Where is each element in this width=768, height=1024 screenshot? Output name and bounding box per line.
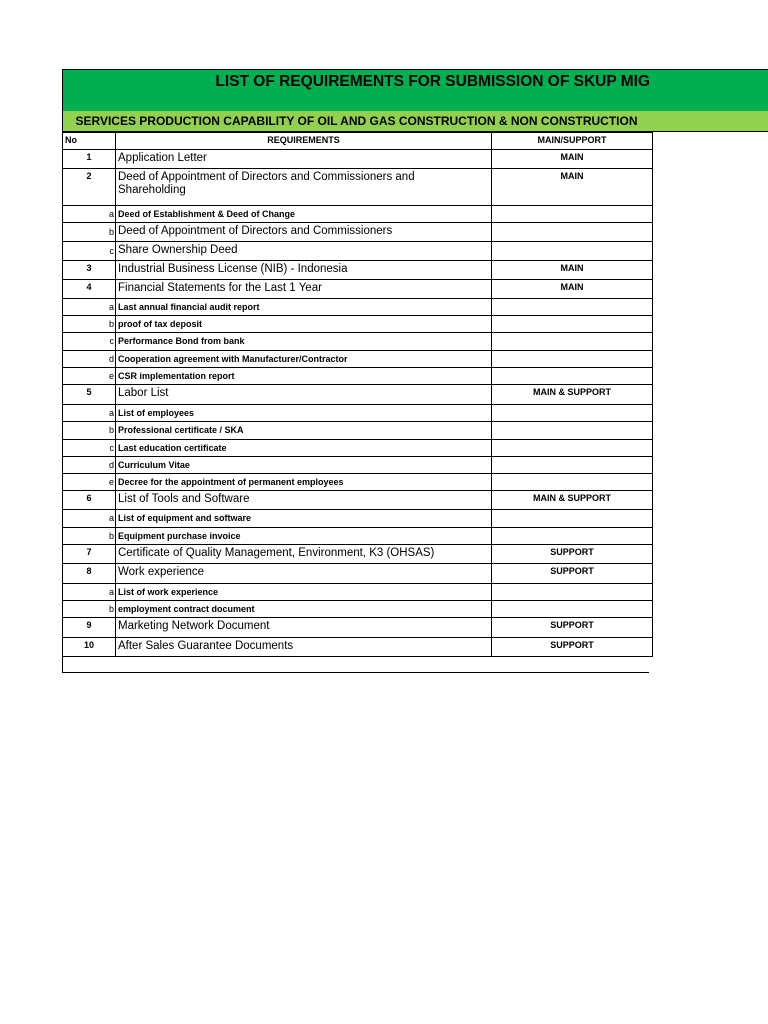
main-support-cell bbox=[492, 440, 653, 457]
row-letter: b bbox=[108, 319, 114, 329]
requirement-text: proof of tax deposit bbox=[118, 319, 202, 329]
table-row bbox=[63, 280, 653, 299]
row-number-cell bbox=[63, 545, 116, 564]
main-support-value: MAIN & SUPPORT bbox=[532, 387, 611, 397]
table-row bbox=[63, 638, 653, 657]
sheet-title: LIST OF REQUIREMENTS FOR SUBMISSION OF SKUP MIG bbox=[215, 73, 650, 90]
main-support-cell bbox=[492, 422, 653, 440]
table-header-row bbox=[63, 133, 653, 150]
header-requirements: REQUIREMENTS bbox=[116, 133, 492, 150]
main-support-value: MAIN & SUPPORT bbox=[532, 493, 611, 503]
row-number-cell bbox=[63, 510, 116, 528]
table-row bbox=[63, 261, 653, 280]
requirement-text: Deed of Establishment & Deed of Change bbox=[118, 209, 296, 219]
main-support-value: MAIN bbox=[560, 263, 584, 273]
row-letter: b bbox=[108, 531, 114, 541]
requirement-text: List of Tools and Software bbox=[118, 493, 250, 505]
requirement-text: Professional certificate / SKA bbox=[118, 425, 244, 435]
requirement-text: Cooperation agreement with Manufacturer/Contractor bbox=[118, 354, 348, 364]
requirement-cell bbox=[116, 545, 492, 564]
requirement-text: Last education certificate bbox=[118, 443, 227, 453]
row-letter: a bbox=[108, 513, 114, 523]
main-support-cell bbox=[492, 474, 653, 491]
requirement-text: Deed of Appointment of Directors and Commissioners and Shareholding bbox=[118, 171, 415, 196]
row-number: 3 bbox=[86, 263, 92, 273]
table-row bbox=[63, 564, 653, 584]
requirement-text: Performance Bond from bank bbox=[118, 336, 245, 346]
table-row bbox=[63, 351, 653, 368]
main-support-cell bbox=[492, 510, 653, 528]
main-support-cell bbox=[492, 280, 653, 299]
table-bottom-border bbox=[62, 657, 649, 673]
row-number-cell bbox=[63, 491, 116, 510]
row-letter: a bbox=[108, 302, 114, 312]
table-row bbox=[63, 474, 653, 491]
requirement-cell bbox=[116, 422, 492, 440]
row-letter: d bbox=[108, 460, 114, 470]
requirement-cell bbox=[116, 474, 492, 491]
row-number-cell bbox=[63, 457, 116, 474]
requirement-cell bbox=[116, 385, 492, 405]
requirement-cell bbox=[116, 299, 492, 316]
main-support-cell bbox=[492, 491, 653, 510]
row-letter: a bbox=[108, 587, 114, 597]
row-number: 6 bbox=[86, 493, 92, 503]
table-row bbox=[63, 584, 653, 601]
requirement-cell bbox=[116, 333, 492, 351]
requirement-cell bbox=[116, 223, 492, 242]
row-letter: a bbox=[108, 209, 114, 219]
row-letter: b bbox=[108, 425, 114, 435]
table-row bbox=[63, 528, 653, 545]
table-row bbox=[63, 618, 653, 638]
row-number-cell bbox=[63, 405, 116, 422]
main-support-cell bbox=[492, 261, 653, 280]
main-support-cell bbox=[492, 223, 653, 242]
table-row bbox=[63, 316, 653, 333]
row-letter: b bbox=[108, 604, 114, 614]
requirement-text: Work experience bbox=[118, 566, 205, 578]
requirement-text: Labor List bbox=[118, 387, 169, 399]
table-row bbox=[63, 510, 653, 528]
requirement-text: Equipment purchase invoice bbox=[118, 531, 241, 541]
row-number-cell bbox=[63, 618, 116, 638]
requirement-cell bbox=[116, 564, 492, 584]
main-support-cell bbox=[492, 601, 653, 618]
main-support-cell bbox=[492, 528, 653, 545]
table-row bbox=[63, 223, 653, 242]
table-row bbox=[63, 440, 653, 457]
table-row bbox=[63, 206, 653, 223]
requirement-text: CSR implementation report bbox=[118, 371, 235, 381]
main-support-value: MAIN bbox=[560, 171, 584, 181]
row-letter: c bbox=[109, 443, 114, 453]
table-row bbox=[63, 150, 653, 169]
main-support-cell bbox=[492, 150, 653, 169]
header-no: No bbox=[63, 133, 116, 150]
main-support-value: SUPPORT bbox=[550, 547, 594, 557]
requirement-text: Last annual financial audit report bbox=[118, 302, 260, 312]
requirement-cell bbox=[116, 261, 492, 280]
row-number-cell bbox=[63, 385, 116, 405]
requirement-cell bbox=[116, 491, 492, 510]
main-support-cell bbox=[492, 351, 653, 368]
row-letter: e bbox=[108, 477, 114, 487]
requirement-cell bbox=[116, 242, 492, 261]
requirement-cell bbox=[116, 316, 492, 333]
row-number-cell bbox=[63, 422, 116, 440]
requirement-text: Curriculum Vitae bbox=[118, 460, 190, 470]
row-number-cell bbox=[63, 564, 116, 584]
row-number-cell bbox=[63, 368, 116, 385]
requirement-cell bbox=[116, 618, 492, 638]
requirements-table bbox=[62, 132, 653, 657]
row-number-cell bbox=[63, 638, 116, 657]
title-band bbox=[62, 69, 768, 111]
row-number: 8 bbox=[86, 566, 92, 576]
main-support-cell bbox=[492, 618, 653, 638]
requirement-text: Certificate of Quality Management, Environment, K3 (OHSAS) bbox=[118, 547, 435, 559]
table-row bbox=[63, 405, 653, 422]
row-number-cell bbox=[63, 280, 116, 299]
row-letter: c bbox=[109, 336, 114, 346]
table-row bbox=[63, 169, 653, 206]
requirement-cell bbox=[116, 601, 492, 618]
header-main-support: MAIN/SUPPORT bbox=[492, 133, 653, 150]
row-number-cell bbox=[63, 150, 116, 169]
requirement-text: Decree for the appointment of permanent employees bbox=[118, 477, 344, 487]
row-number-cell bbox=[63, 316, 116, 333]
table-row bbox=[63, 545, 653, 564]
main-support-cell bbox=[492, 299, 653, 316]
main-support-value: SUPPORT bbox=[550, 566, 594, 576]
requirement-text: List of work experience bbox=[118, 587, 219, 597]
table-row bbox=[63, 242, 653, 261]
row-number-cell bbox=[63, 601, 116, 618]
table-row bbox=[63, 491, 653, 510]
row-number-cell bbox=[63, 206, 116, 223]
main-support-value: MAIN bbox=[560, 282, 584, 292]
table-row bbox=[63, 299, 653, 316]
row-number-cell bbox=[63, 474, 116, 491]
main-support-value: MAIN bbox=[560, 152, 584, 162]
row-number: 9 bbox=[86, 620, 92, 630]
row-number: 2 bbox=[86, 171, 92, 181]
requirement-text: After Sales Guarantee Documents bbox=[118, 640, 294, 652]
row-number-cell bbox=[63, 169, 116, 206]
main-support-cell bbox=[492, 584, 653, 601]
table-row bbox=[63, 601, 653, 618]
requirement-text: List of equipment and software bbox=[118, 513, 252, 523]
requirement-cell bbox=[116, 405, 492, 422]
requirement-cell bbox=[116, 280, 492, 299]
requirement-text: Application Letter bbox=[118, 152, 207, 164]
main-support-cell bbox=[492, 169, 653, 206]
table-row bbox=[63, 457, 653, 474]
requirement-cell bbox=[116, 584, 492, 601]
table-row bbox=[63, 368, 653, 385]
row-number-cell bbox=[63, 584, 116, 601]
row-number: 7 bbox=[86, 547, 92, 557]
main-support-cell bbox=[492, 368, 653, 385]
row-number-cell bbox=[63, 333, 116, 351]
requirement-text: employment contract document bbox=[118, 604, 255, 614]
requirement-cell bbox=[116, 510, 492, 528]
requirement-cell bbox=[116, 368, 492, 385]
row-number-cell bbox=[63, 351, 116, 368]
requirement-cell bbox=[116, 206, 492, 223]
main-support-cell bbox=[492, 638, 653, 657]
row-number: 5 bbox=[86, 387, 92, 397]
row-number-cell bbox=[63, 242, 116, 261]
table-row bbox=[63, 385, 653, 405]
main-support-cell bbox=[492, 457, 653, 474]
main-support-value: SUPPORT bbox=[550, 640, 594, 650]
requirement-text: Financial Statements for the Last 1 Year bbox=[118, 282, 322, 294]
row-number: 10 bbox=[83, 640, 94, 650]
main-support-cell bbox=[492, 564, 653, 584]
requirement-text: Industrial Business License (NIB) - Indonesia bbox=[118, 263, 348, 275]
row-number: 4 bbox=[86, 282, 92, 292]
requirement-cell bbox=[116, 351, 492, 368]
row-letter: b bbox=[108, 227, 114, 237]
main-support-cell bbox=[492, 385, 653, 405]
row-number-cell bbox=[63, 223, 116, 242]
row-letter: c bbox=[109, 246, 114, 256]
requirement-text: Deed of Appointment of Directors and Commissioners bbox=[118, 225, 393, 237]
main-support-cell bbox=[492, 242, 653, 261]
row-number-cell bbox=[63, 440, 116, 457]
main-support-value: SUPPORT bbox=[550, 620, 594, 630]
row-letter: e bbox=[108, 371, 114, 381]
table-row bbox=[63, 422, 653, 440]
row-number-cell bbox=[63, 299, 116, 316]
requirement-cell bbox=[116, 457, 492, 474]
requirement-cell bbox=[116, 638, 492, 657]
requirement-text: Share Ownership Deed bbox=[118, 244, 238, 256]
row-number-cell bbox=[63, 528, 116, 545]
sheet-subtitle: SERVICES PRODUCTION CAPABILITY OF OIL AND GAS CONSTRUCTION & NON CONSTRUCTION bbox=[75, 114, 638, 128]
requirement-cell bbox=[116, 440, 492, 457]
subtitle-band bbox=[62, 111, 768, 132]
requirement-cell bbox=[116, 150, 492, 169]
row-number-cell bbox=[63, 261, 116, 280]
row-letter: d bbox=[108, 354, 114, 364]
main-support-cell bbox=[492, 405, 653, 422]
main-support-cell bbox=[492, 333, 653, 351]
requirement-cell bbox=[116, 169, 492, 206]
main-support-cell bbox=[492, 206, 653, 223]
row-letter: a bbox=[108, 408, 114, 418]
row-number: 1 bbox=[86, 152, 92, 162]
table-row bbox=[63, 333, 653, 351]
requirement-cell bbox=[116, 528, 492, 545]
requirement-text: List of employees bbox=[118, 408, 195, 418]
requirement-text: Marketing Network Document bbox=[118, 620, 270, 632]
main-support-cell bbox=[492, 545, 653, 564]
main-support-cell bbox=[492, 316, 653, 333]
